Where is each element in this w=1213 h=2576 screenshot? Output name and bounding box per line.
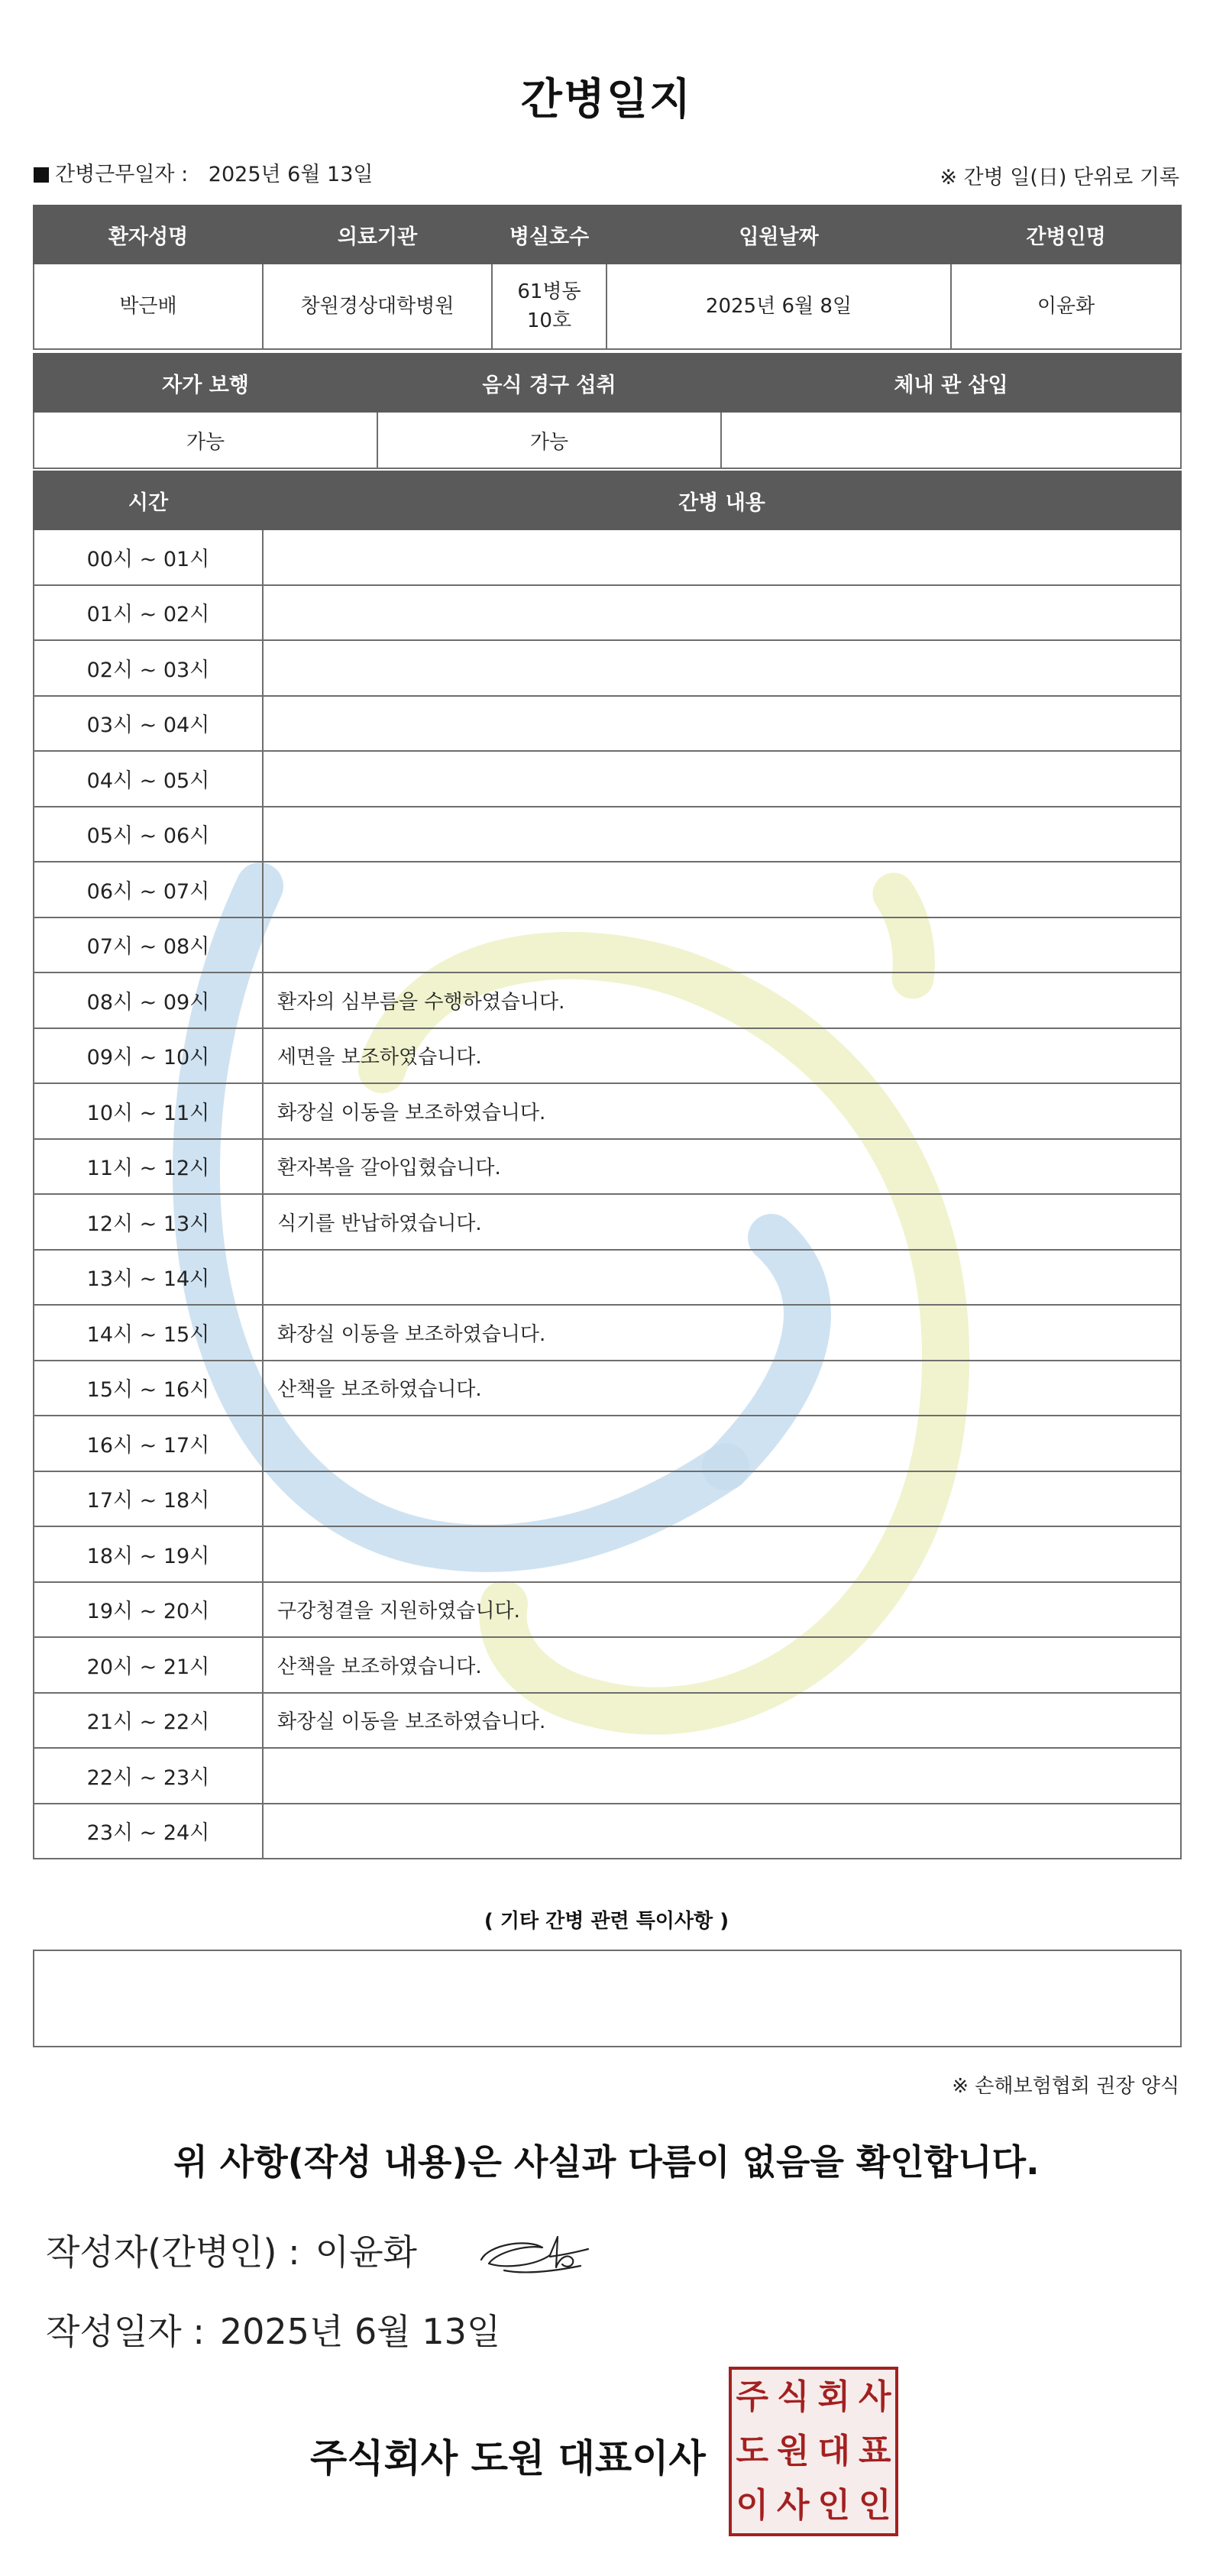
write-date-label: 작성일자 : — [46, 2311, 205, 2352]
care-status-table — [33, 353, 1182, 469]
log-content-cell — [263, 751, 1181, 807]
log-row — [34, 1139, 1181, 1195]
log-time-cell: 21시 ~ 22시 — [34, 1693, 263, 1749]
log-content-cell: 환자의 심부름을 수행하였습니다. — [263, 972, 1181, 1028]
log-row — [34, 1250, 1181, 1306]
seal-character: 원 — [776, 2431, 810, 2471]
header-patient-name: 환자성명 — [34, 205, 263, 264]
seal-character: 대 — [817, 2431, 850, 2471]
log-row — [34, 862, 1181, 917]
log-content-cell: 세면을 보조하였습니다. — [263, 1028, 1181, 1084]
header-room: 병실호수 — [492, 205, 606, 264]
self-walking-value: 가능 — [34, 412, 377, 468]
log-row — [34, 1637, 1181, 1693]
log-row — [34, 1471, 1181, 1527]
log-content-cell — [263, 1748, 1181, 1804]
log-row — [34, 1416, 1181, 1471]
log-time-cell: 03시 ~ 04시 — [34, 696, 263, 752]
log-content-cell — [263, 640, 1181, 696]
log-time-cell: 14시 ~ 15시 — [34, 1305, 263, 1361]
work-date-value: 2025년 6월 13일 — [208, 163, 374, 186]
other-notes-label: ( 기타 간병 관련 특이사항 ) — [484, 1910, 729, 1933]
document-title: 간병일지 — [520, 75, 693, 125]
seal-character: 인 — [858, 2486, 891, 2526]
log-time-cell: 19시 ~ 20시 — [34, 1582, 263, 1638]
log-content-cell: 산책을 보조하였습니다. — [263, 1637, 1181, 1693]
write-date-line — [46, 2304, 500, 2354]
log-row — [34, 1361, 1181, 1416]
room-value: 61병동10호 — [492, 264, 606, 349]
recommend-note: ※ 손해보험협회 권장 양식 — [952, 2075, 1179, 2098]
oral-intake-value: 가능 — [377, 412, 721, 468]
header-care-content: 간병 내용 — [263, 471, 1181, 529]
log-content-cell — [263, 1250, 1181, 1306]
other-notes-box — [33, 1950, 1182, 2047]
log-content-cell — [263, 585, 1181, 641]
hospital-value: 창원경상대학병원 — [263, 264, 492, 349]
log-time-cell: 01시 ~ 02시 — [34, 585, 263, 641]
log-time-cell: 13시 ~ 14시 — [34, 1250, 263, 1306]
log-content-cell: 식기를 반납하였습니다. — [263, 1194, 1181, 1250]
signature-image — [474, 2222, 596, 2283]
log-time-cell: 15시 ~ 16시 — [34, 1361, 263, 1416]
work-date — [34, 157, 373, 187]
log-row — [34, 1305, 1181, 1361]
seal-character: 도 — [736, 2431, 768, 2471]
writer-label: 작성자(간병인) : — [46, 2231, 300, 2273]
log-time-cell: 09시 ~ 10시 — [34, 1028, 263, 1084]
seal-character: 주 — [736, 2377, 768, 2416]
log-row — [34, 807, 1181, 862]
log-row — [34, 1083, 1181, 1139]
header-tube-insertion: 체내 관 삽입 — [721, 354, 1181, 412]
writer-line — [46, 2225, 417, 2275]
log-row — [34, 751, 1181, 807]
log-content-cell: 화장실 이동을 보조하였습니다. — [263, 1305, 1181, 1361]
admission-date-value: 2025년 6월 8일 — [606, 264, 951, 349]
patient-info-header-row — [34, 205, 1181, 264]
log-time-cell: 11시 ~ 12시 — [34, 1139, 263, 1195]
log-row — [34, 972, 1181, 1028]
company-seal-stamp — [729, 2367, 898, 2536]
company-representative: 주식회사 도원 대표이사 — [310, 2436, 706, 2481]
writer-value: 이윤화 — [315, 2231, 417, 2273]
care-status-header-row — [34, 354, 1181, 412]
caregiver-name-value: 이윤화 — [951, 264, 1181, 349]
log-time-cell: 07시 ~ 08시 — [34, 917, 263, 973]
seal-character: 식 — [776, 2377, 810, 2416]
square-bullet-icon — [34, 167, 49, 183]
log-row — [34, 1748, 1181, 1804]
log-time-cell: 00시 ~ 01시 — [34, 529, 263, 585]
log-time-cell: 10시 ~ 11시 — [34, 1083, 263, 1139]
log-content-cell — [263, 1804, 1181, 1859]
seal-character: 사 — [776, 2486, 810, 2526]
log-content-cell — [263, 862, 1181, 917]
log-content-cell — [263, 917, 1181, 973]
write-date-value: 2025년 6월 13일 — [219, 2311, 501, 2352]
log-content-cell: 화장실 이동을 보조하였습니다. — [263, 1083, 1181, 1139]
header-hospital: 의료기관 — [263, 205, 492, 264]
log-time-cell: 05시 ~ 06시 — [34, 807, 263, 862]
header-time: 시간 — [34, 471, 263, 529]
seal-character: 표 — [858, 2431, 891, 2471]
log-content-cell — [263, 1471, 1181, 1527]
log-row — [34, 1804, 1181, 1859]
confirmation-statement: 위 사항(작성 내용)은 사실과 다름이 없음을 확인합니다. — [173, 2141, 1040, 2183]
log-content-cell — [263, 1526, 1181, 1582]
log-content-cell — [263, 696, 1181, 752]
log-row — [34, 1194, 1181, 1250]
header-caregiver-name: 간병인명 — [951, 205, 1181, 264]
log-content-cell: 화장실 이동을 보조하였습니다. — [263, 1693, 1181, 1749]
log-time-cell: 04시 ~ 05시 — [34, 751, 263, 807]
work-date-label: 간병근무일자 — [55, 163, 175, 186]
log-row — [34, 696, 1181, 752]
log-row — [34, 917, 1181, 973]
log-content-cell — [263, 1416, 1181, 1471]
seal-character: 회 — [817, 2377, 850, 2416]
log-row — [34, 1526, 1181, 1582]
header-oral-intake: 음식 경구 섭취 — [377, 354, 721, 412]
log-row — [34, 529, 1181, 585]
log-header-row — [34, 471, 1181, 529]
header-self-walking: 자가 보행 — [34, 354, 377, 412]
log-row — [34, 1028, 1181, 1084]
log-content-cell: 환자복을 갈아입혔습니다. — [263, 1139, 1181, 1195]
log-time-cell: 06시 ~ 07시 — [34, 862, 263, 917]
log-content-cell — [263, 529, 1181, 585]
work-date-separator: : — [181, 163, 189, 186]
care-status-value-row — [34, 412, 1181, 468]
log-time-cell: 12시 ~ 13시 — [34, 1194, 263, 1250]
seal-character: 이 — [736, 2486, 768, 2526]
log-time-cell: 17시 ~ 18시 — [34, 1471, 263, 1527]
log-content-cell — [263, 807, 1181, 862]
log-time-cell: 02시 ~ 03시 — [34, 640, 263, 696]
log-content-cell: 산책을 보조하였습니다. — [263, 1361, 1181, 1416]
log-time-cell: 20시 ~ 21시 — [34, 1637, 263, 1693]
log-time-cell: 08시 ~ 09시 — [34, 972, 263, 1028]
hourly-care-log-table — [33, 471, 1182, 1859]
seal-character: 사 — [858, 2377, 891, 2416]
log-row — [34, 1693, 1181, 1749]
log-row — [34, 640, 1181, 696]
seal-character: 인 — [817, 2486, 850, 2526]
log-time-cell: 16시 ~ 17시 — [34, 1416, 263, 1471]
patient-name-value: 박근배 — [34, 264, 263, 349]
tube-insertion-value — [721, 412, 1181, 468]
log-body — [34, 529, 1181, 1859]
unit-note: ※ 간병 일(日) 단위로 기록 — [940, 166, 1179, 189]
patient-info-table — [33, 205, 1182, 350]
log-time-cell: 18시 ~ 19시 — [34, 1526, 263, 1582]
log-time-cell: 23시 ~ 24시 — [34, 1804, 263, 1859]
log-row — [34, 585, 1181, 641]
log-time-cell: 22시 ~ 23시 — [34, 1748, 263, 1804]
log-content-cell: 구강청결을 지원하였습니다. — [263, 1582, 1181, 1638]
log-row — [34, 1582, 1181, 1638]
header-admission-date: 입원날짜 — [606, 205, 951, 264]
patient-info-value-row — [34, 264, 1181, 349]
